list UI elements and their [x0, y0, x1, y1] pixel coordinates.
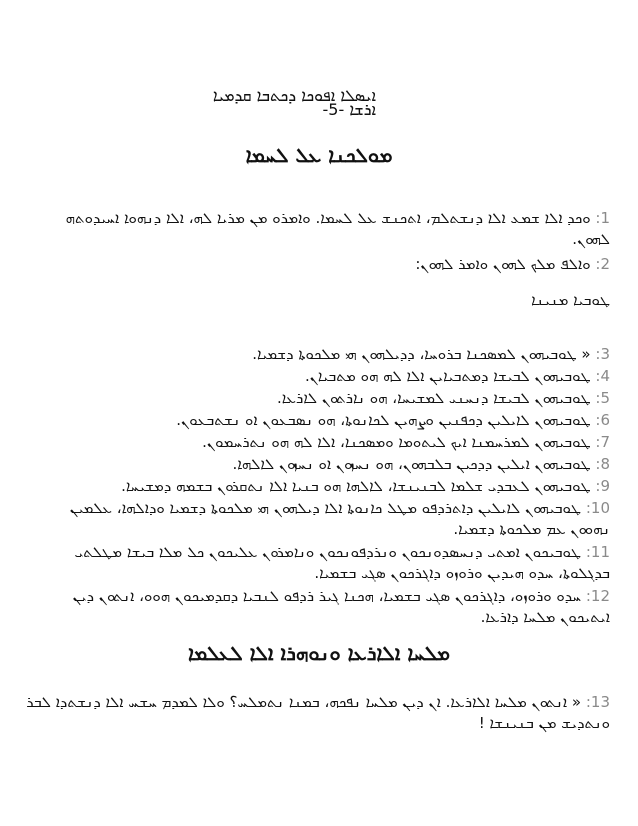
verse-text: ܘܟܕ ܐܠܐ ܫܡܥ ܐܠܐ ܕܢܫܬܠܡ، ܐܬܟܢܫ ܥܠ ܠܚܡܐ. ܘܐܡܪܘ ܡܢ ܡܪܝܐ ܠܗ، ܐܠܐ ܕܢܗܘܐ ܐܚܝܕܘܬܗ ܠܗܘܢ.	[65, 209, 610, 248]
verse-text: ܛܘܒܝܗܘܢ ܐܝܠܝܢ ܕܕܟܝܢ ܒܠܒܗܘܢ، ܗܘ ܢܚܙܘܢ ܐܘ ܢܚܙܘܢ ܠܐܠܗܐ.	[232, 455, 591, 473]
verse-number: 7:	[595, 433, 610, 451]
verse-9	[26, 476, 610, 497]
verse-text: ܛܘܒܝܗܘܢ ܠܒܝܫܐ ܕܡܬܒܝܐܝܢ ܐܠܐ ܠܗ ܗܘ ܡܬܒܝܐܢ.	[304, 367, 591, 385]
verse-number: 8:	[595, 455, 610, 473]
paragraph-1	[26, 208, 610, 250]
section-title-1: ܡܘܠܟܢܐ ܥܠ ܠܚܡܐ	[245, 143, 393, 167]
verse-text: ܛܘܒܝܗܘܢ ܠܒܝܫܐ ܕܢܚܢܝ ܠܡܫܝܚܐ، ܗܘ ܢܐܪܬܘܢ ܠܐܪܥܐ.	[276, 389, 591, 407]
verse-text: ܛܘܒܝܗܘܢ ܠܐܝܠܝܢ ܕܐܬܪܕܦܘ ܡܛܠ ܟܐܢܘܬܐ ܐܠܐ ܕܝܠܗܘܢ ܗܝ ܡܠܟܘܬܐ ܕܫܡܝܐ ܘܕܐܠܗܐ، ܥܠܡܝܢ ܢܗܘܘܢ ܥܡ ܡܠܟܘܬܐ ܕܫܡܝܐ.	[69, 499, 610, 538]
verse-number: 3:	[595, 345, 610, 363]
verse-text: ܛܘܒܝܗܘܢ ܠܐܝܠܝܢ ܕܟܦܢܝܢ ܘܨܗܝܢ ܠܟܐܢܘܬܐ، ܗܘ ܢܣܒܥܘܢ ܐܘ ܢܫܬܒܥܘܢ.	[176, 411, 591, 429]
verse-6	[26, 410, 610, 431]
verse-number: 9:	[595, 477, 610, 495]
verse-number: 13:	[585, 693, 610, 711]
verse-number: 2:	[595, 255, 610, 273]
verse-text: ܛܘܒܝܗܘܢ ܠܥܒܕܝ ܫܠܡܐ ܠܒܢܝܢܫܐ، ܠܐܠܗܐ ܗܘ ܒܢܝܐ ܐܠܐ ܢܬܩܪܘܢ ܒܫܡܗ ܕܡܫܝܚܐ.	[121, 477, 591, 495]
paragraph-2	[26, 254, 610, 275]
verse-number: 6:	[595, 411, 610, 429]
verse-text: « ܐܢܬܘܢ ܡܠܚܐ ܐܠܐܪܥܐ. ܐܢ ܕܝܢ ܡܠܚܐ ܢܦܟܗ، ܒܡܢܐ ܢܬܡܠܚ؟ ܘܠܐ ܠܡܕܡ ܚܫܚ ܐܠܐ ܕܢܫܬܕܐ ܠܒܪ ܘܢܬܕܝܫ ܡܢ ܒܢܝܢܫܐ !	[26, 693, 610, 732]
verse-text: ܛܘܒܝܟܘܢ ܐܡܬܝ ܕܢܚܣܕܘܢܟܘܢ ܘܢܪܕܦܘܢܟܘܢ ܘܢܐܡܪܘܢ ܥܠܝܟܘܢ ܟܠ ܡܠܐ ܒܝܫܐ ܡܛܠܬܝ ܒܕܓܠܘܬܐ، ܚܕܘ ܗܝܕܝܢ ܘܪܘܙܘ ܕܐܓܪܟܘܢ ܣܓܝ ܒܫܡܝܐ.	[74, 543, 610, 582]
verse-10	[26, 498, 610, 540]
verse-number: 5:	[595, 389, 610, 407]
verse-13	[26, 692, 610, 734]
verse-7	[26, 432, 610, 453]
verse-number: 11:	[585, 543, 610, 561]
verse-11	[26, 542, 610, 584]
verse-text: ܚܕܘ ܘܪܘܙܘ، ܕܐܓܪܟܘܢ ܣܓܝ ܒܫܡܝܐ، ܗܟܢܐ ܓܝܪ ܪܕܦܘ ܠܢܒܝܐ ܕܩܕܡܝܟܘܢ ܗܘܘ، ܐܢܬܘܢ ܕܝܢ ܐܝܬܝܟܘܢ ܡܠܚܐ ܕܐܪܥܐ.	[72, 587, 610, 626]
verse-number: 10:	[585, 499, 610, 517]
section-title-2: ܡܠܚܐ ܐܠܐܪܥܐ ܘܢܘܗܪܐ ܐܠܐ ܠܥܠܡܐ	[187, 641, 451, 665]
verse-text: ܛܘܒܝܗܘܢ ܠܡܪܚܡܢܐ ܐܝܟ ܠܝܬܘܡܐ ܘܡܣܟܢܐ، ܐܠܐ ܠܗ ܗܘ ܢܬܪܚܡܘܢ.	[202, 433, 591, 451]
header-line-2: ܐܪܫܐ -5-	[322, 100, 376, 119]
verse-number: 4:	[595, 367, 610, 385]
verse-12	[26, 586, 610, 628]
verse-4	[26, 366, 610, 387]
verse-3	[26, 344, 610, 365]
verse-number: 1:	[595, 209, 610, 227]
verse-5	[26, 388, 610, 409]
verse-text: « ܛܘܒܝܗܘܢ ܠܡܣܟܢܐ ܒܪܘܚܐ، ܕܕܝܠܗܘܢ ܗܝ ܡܠܟܘܬܐ ܕܫܡܝܐ.	[252, 345, 591, 363]
subheading: ܛܘܒܝܐ ܡܢܝܢܐ	[531, 291, 610, 309]
verse-text: ܘܐܠܦ ܡܠܟ ܠܗܘܢ ܘܐܡܪ ܠܗܘܢ:	[415, 255, 591, 273]
header-line-1: ܐܝܣܠܐ ܐܦܘܟܐ ܕܟܬܒܐ ܩܕܡܝܐ	[212, 86, 376, 105]
verse-8	[26, 454, 610, 475]
verse-number: 12:	[585, 587, 610, 605]
